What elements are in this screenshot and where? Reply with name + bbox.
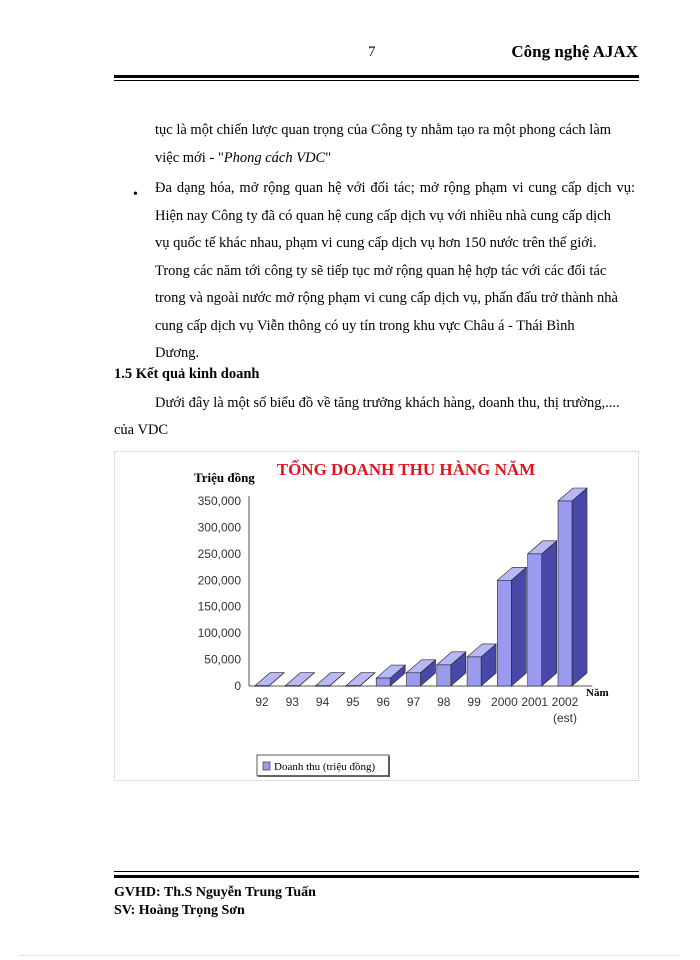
bar <box>528 541 557 686</box>
x-tick-label: 2002 <box>551 695 579 709</box>
bullet-icon: • <box>133 187 138 202</box>
page-bottom-border <box>20 955 680 956</box>
bar <box>497 567 526 686</box>
y-tick-label: 350,000 <box>197 494 241 508</box>
bullet-paragraph <box>155 175 635 368</box>
bar <box>346 673 375 687</box>
x-tick-sublabel: (est) <box>553 711 577 725</box>
y-tick-label: 100,000 <box>197 626 241 641</box>
paragraph-line: Hiện nay Công ty đã có quan hệ cung cấp dịch vụ với nhiều nhà cung cấp dịch <box>155 207 611 224</box>
paragraph-line: trong và ngoài nước mở rộng phạm vi cung cấp dịch vụ, phấn đấu trở thành nhà <box>155 290 618 306</box>
x-tick-label: 95 <box>346 695 360 709</box>
section-title: 1.5 Kết quả kinh doanh <box>114 366 260 382</box>
x-tick-label: 93 <box>285 695 299 709</box>
paragraph-line: cung cấp dịch vụ Viễn thông có uy tín trong khu vực Châu á - Thái Bình <box>155 317 575 334</box>
x-tick-label: 96 <box>376 695 390 709</box>
paragraph-line: vụ quốc tế khác nhau, phạm vi cung cấp dịch vụ hơn 150 nước trên thế giới. <box>155 235 597 251</box>
bar-front <box>285 686 299 687</box>
y-tick-label: 50,000 <box>204 652 241 667</box>
bar-top <box>346 673 375 686</box>
header-rule-thick <box>114 75 639 78</box>
page-number: 7 <box>368 44 376 60</box>
bar-front <box>376 678 390 686</box>
chart-title: TỔNG DOANH THU HÀNG NĂM <box>276 460 536 479</box>
y-tick-label: 300,000 <box>197 520 241 535</box>
paragraph-text: " <box>325 149 332 166</box>
bar-front <box>467 657 481 686</box>
bar-front <box>255 686 269 687</box>
x-tick-label: 94 <box>315 695 330 709</box>
header-title: Công nghệ AJAX <box>511 42 638 61</box>
chart-x-label: Năm <box>586 687 609 699</box>
bar-top <box>255 673 284 686</box>
bar <box>558 488 587 686</box>
footer-student: SV: Hoàng Trọng Sơn <box>114 903 245 918</box>
bar <box>437 652 466 686</box>
bar <box>255 673 284 687</box>
header-rule-thin <box>114 80 639 81</box>
footer-supervisor: GVHD: Th.S Nguyễn Trung Tuấn <box>114 885 316 900</box>
x-tick-label: 98 <box>437 695 451 709</box>
paragraph-italic: Phong cách VDC <box>223 149 326 166</box>
footer-rule-thin <box>114 871 639 872</box>
paragraph-line: Dương. <box>155 345 200 361</box>
bar-top <box>285 673 314 686</box>
y-tick-label: 0 <box>234 679 241 693</box>
x-tick-label: 2000 <box>491 695 518 709</box>
bar-side <box>542 541 557 686</box>
paragraph-line: tục là một chiến lược quan trọng của Công ty nhằm tạo ra một phong cách làm <box>155 122 612 138</box>
x-tick-label: 92 <box>255 695 269 709</box>
paragraph-line: Trong các năm tới công ty sẽ tiếp tục mở rộng quan hệ hợp tác với các đối tác <box>155 262 607 279</box>
paragraph-text: việc mới - " <box>155 149 224 166</box>
revenue-chart <box>114 451 639 781</box>
intro-line-2: của VDC <box>114 422 169 438</box>
bar <box>407 660 436 686</box>
paragraph-line: Đa dạng hóa, mở rộng quan hệ với đối tác; mở rộng phạm vi cung cấp dịch vụ: <box>155 180 635 196</box>
bar-front <box>497 580 511 686</box>
bar-front <box>407 673 421 686</box>
bar <box>316 673 345 687</box>
paragraph-1 <box>155 117 635 172</box>
x-tick-label: 97 <box>406 695 421 709</box>
y-tick-label: 250,000 <box>197 546 241 561</box>
bar-front <box>558 501 572 686</box>
legend-swatch <box>263 762 270 770</box>
intro-line-1: Dưới đây là một số biểu đồ về tăng trưởng khách hàng, doanh thu, thị trường,.... <box>155 395 620 411</box>
bar-side <box>572 488 587 686</box>
bar <box>285 673 314 687</box>
x-tick-label: 99 <box>467 695 481 709</box>
footer-rule-thick <box>114 875 639 878</box>
bar-front <box>316 686 330 687</box>
chart-y-label: Triệu đồng <box>194 470 255 485</box>
bar <box>467 644 496 686</box>
bar-front <box>346 686 360 687</box>
bar-side <box>511 567 526 686</box>
y-tick-label: 150,000 <box>197 599 241 614</box>
paragraph-line <box>155 145 635 173</box>
bar-front <box>528 554 542 686</box>
x-tick-label: 2001 <box>521 695 549 709</box>
legend-label: Doanh thu (triệu đồng) <box>274 761 376 773</box>
bar <box>376 665 405 686</box>
bar-top <box>316 673 345 686</box>
bar-front <box>437 665 451 686</box>
y-tick-label: 200,000 <box>197 573 241 588</box>
